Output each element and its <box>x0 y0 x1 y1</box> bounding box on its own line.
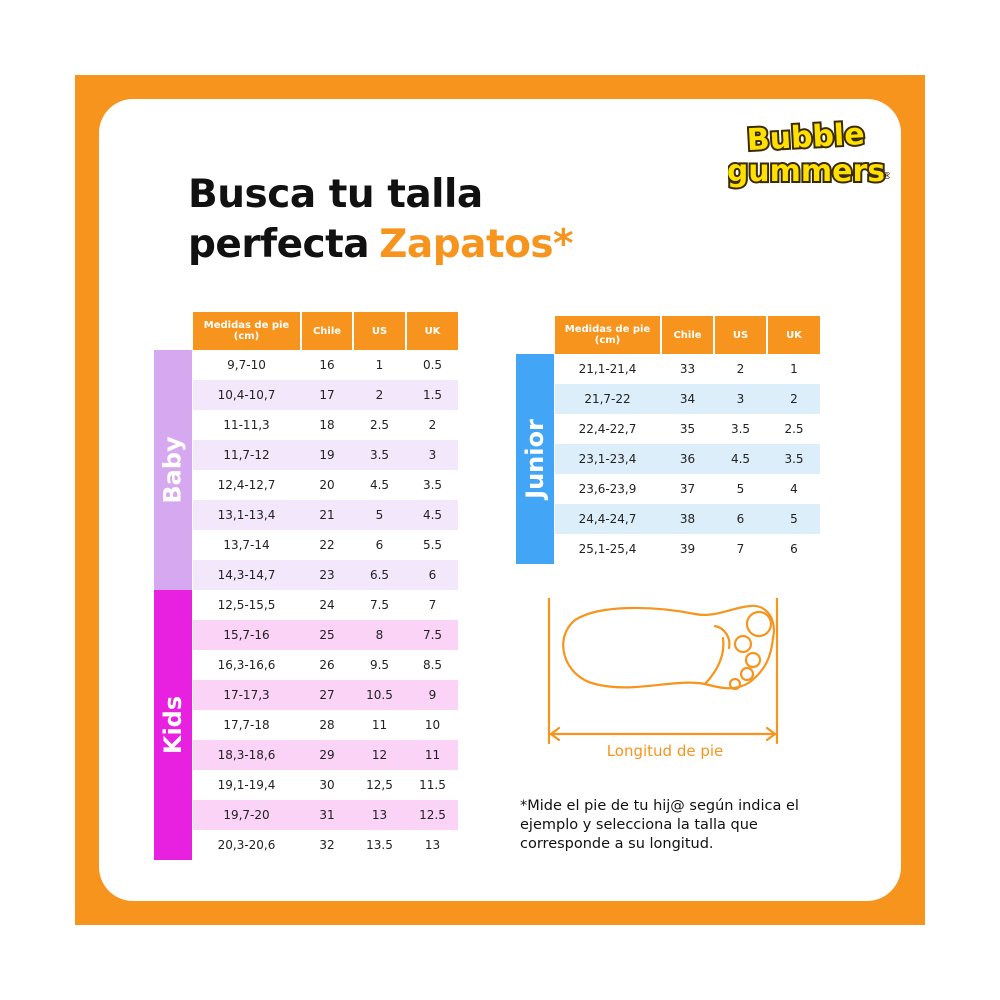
table-cell: 17 <box>319 388 335 402</box>
table-cell: 32 <box>319 838 335 852</box>
table-cell: 5.5 <box>422 538 443 552</box>
column-header: Chile <box>302 312 352 350</box>
table-row <box>193 560 458 590</box>
table-row <box>555 444 820 474</box>
table-cell: 37 <box>679 482 696 496</box>
note-line2: ejemplo y selecciona la talla que <box>520 817 758 833</box>
logo-line1: Bubble <box>745 116 866 159</box>
table-cell: 12,4-12,7 <box>217 478 276 492</box>
table-cell: 35 <box>679 422 696 436</box>
table-cell: 34 <box>679 392 696 406</box>
table-row <box>193 470 458 500</box>
table-row <box>193 800 458 830</box>
kids-band <box>154 590 192 860</box>
kids-band-label: Kids <box>159 695 188 755</box>
table-cell: 20 <box>319 478 335 492</box>
table-row <box>193 620 458 650</box>
table-cell: 28 <box>319 718 335 732</box>
table-cell: 6 <box>790 542 798 556</box>
table-cell: 6 <box>428 568 437 582</box>
table-cell: 3 <box>736 392 745 406</box>
table-cell: 16,3-16,6 <box>217 658 276 672</box>
table-row <box>193 500 458 530</box>
table-row <box>555 384 820 414</box>
table-cell: 9 <box>428 688 437 702</box>
table-cell: 4.5 <box>730 452 751 466</box>
title-line2 <box>188 222 573 267</box>
table-row <box>193 590 458 620</box>
table-cell: 21,7-22 <box>584 392 631 406</box>
registered-mark: ® <box>882 171 890 182</box>
table-cell: 10,4-10,7 <box>217 388 276 402</box>
table-cell: 17,7-18 <box>223 718 270 732</box>
table-row <box>193 770 458 800</box>
table-cell: 12,5-15,5 <box>217 598 276 612</box>
logo-line2: gummers <box>728 154 886 189</box>
column-header: Medidas de pie (cm) <box>193 312 300 350</box>
table-row <box>193 710 458 740</box>
table-cell: 5 <box>790 512 798 526</box>
table-cell: 19,7-20 <box>223 808 270 822</box>
table-cell: 19 <box>319 448 335 462</box>
table-cell: 23,6-23,9 <box>578 482 637 496</box>
table-cell: 23,1-23,4 <box>578 452 637 466</box>
table-cell: 31 <box>319 808 335 822</box>
table-cell: 11-11,3 <box>223 418 270 432</box>
table-cell: 30 <box>319 778 335 792</box>
table-cell: 25 <box>319 628 335 642</box>
column-header: Medidas de pie (cm) <box>555 316 660 354</box>
table-row <box>193 440 458 470</box>
table-cell: 2 <box>375 388 384 402</box>
table-cell: 26 <box>319 658 335 672</box>
table-row <box>555 414 820 444</box>
table-cell: 21 <box>319 508 335 522</box>
table-cell: 23 <box>319 568 335 582</box>
title-line1: Busca tu talla <box>188 172 483 217</box>
table-cell: 7.5 <box>422 628 443 642</box>
table-cell: 6 <box>736 512 745 526</box>
table-cell: 8 <box>375 628 384 642</box>
column-header: US <box>715 316 766 354</box>
table-cell: 3.5 <box>369 448 390 462</box>
table-cell: 22 <box>319 538 335 552</box>
table-cell: 13,7-14 <box>223 538 270 552</box>
table-row <box>193 740 458 770</box>
table-cell: 3.5 <box>422 478 443 492</box>
baby-band <box>154 350 192 590</box>
table-cell: 6 <box>375 538 384 552</box>
table-row <box>555 504 820 534</box>
table-cell: 3 <box>428 448 437 462</box>
table-row <box>193 530 458 560</box>
table-cell: 11 <box>424 748 441 762</box>
table-row <box>193 410 458 440</box>
table-cell: 13 <box>424 838 441 852</box>
table-cell: 2.5 <box>784 422 804 436</box>
measuring-note <box>520 797 850 854</box>
table-cell: 13 <box>371 808 388 822</box>
foot-length-label: Longitud de pie <box>606 742 724 760</box>
table-cell: 29 <box>319 748 335 762</box>
table-cell: 2.5 <box>369 418 390 432</box>
column-header: UK <box>768 316 820 354</box>
table-cell: 5 <box>375 508 384 522</box>
table-cell: 39 <box>679 542 696 556</box>
table-cell: 13.5 <box>366 838 393 852</box>
column-header: Chile <box>662 316 713 354</box>
table-cell: 24 <box>319 598 335 612</box>
table-row <box>193 680 458 710</box>
table-cell: 0.5 <box>422 358 443 372</box>
junior-band-label: Junior <box>521 419 549 499</box>
table-cell: 14,3-14,7 <box>217 568 276 582</box>
table-row <box>555 474 820 504</box>
table-cell: 9,7-10 <box>227 358 266 372</box>
table-row <box>555 534 820 564</box>
table-row <box>193 650 458 680</box>
table-cell: 13,1-13,4 <box>217 508 276 522</box>
title-line2-text: perfecta <box>188 222 370 267</box>
table-cell: 18 <box>319 418 335 432</box>
table-cell: 3.5 <box>730 422 751 436</box>
table-cell: 2 <box>736 362 745 376</box>
table-cell: 11,7-12 <box>223 448 270 462</box>
table-cell: 6.5 <box>369 568 390 582</box>
table-cell: 12 <box>371 748 388 762</box>
baby-band-label: Baby <box>159 436 187 504</box>
table-cell: 17-17,3 <box>223 688 270 702</box>
table-cell: 15,7-16 <box>223 628 270 642</box>
table-cell: 1 <box>790 362 798 376</box>
table-cell: 21,1-21,4 <box>578 362 637 376</box>
table-cell: 5 <box>736 482 745 496</box>
junior-band <box>516 354 554 564</box>
table-row <box>555 354 820 384</box>
table-cell: 1 <box>375 358 384 372</box>
column-header: UK <box>407 312 458 350</box>
table-cell: 33 <box>679 362 696 376</box>
table-cell: 10.5 <box>366 688 393 702</box>
logo-graphic <box>728 113 890 191</box>
table-cell: 18,3-18,6 <box>217 748 276 762</box>
table-row <box>193 830 458 860</box>
table-cell: 19,1-19,4 <box>217 778 276 792</box>
table-cell: 7.5 <box>369 598 390 612</box>
note-line3: corresponde a su longitud. <box>520 836 714 852</box>
table-cell: 25,1-25,4 <box>578 542 637 556</box>
table-cell: 20,3-20,6 <box>217 838 276 852</box>
table-cell: 11 <box>371 718 388 732</box>
note-line1: *Mide el pie de tu hij@ según indica el <box>520 798 799 814</box>
table-cell: 2 <box>790 392 798 406</box>
table-cell: 9.5 <box>369 658 390 672</box>
table-cell: 4 <box>790 482 798 496</box>
title-accent: Zapatos* <box>379 222 573 267</box>
table-cell: 8.5 <box>422 658 443 672</box>
table-cell: 4.5 <box>422 508 443 522</box>
table-cell: 24,4-24,7 <box>578 512 637 526</box>
table-cell: 12,5 <box>366 778 393 792</box>
table-cell: 7 <box>736 542 745 556</box>
table-cell: 3.5 <box>784 452 804 466</box>
table-cell: 12.5 <box>419 808 446 822</box>
bubble-gummers-logo <box>728 113 890 191</box>
table-cell: 16 <box>319 358 335 372</box>
table-row <box>193 350 458 380</box>
table-cell: 22,4-22,7 <box>578 422 637 436</box>
table-cell: 11.5 <box>419 778 446 792</box>
table-cell: 10 <box>424 718 441 732</box>
table-row <box>193 380 458 410</box>
table-cell: 38 <box>679 512 696 526</box>
table-cell: 2 <box>428 418 437 432</box>
table-cell: 1.5 <box>422 388 443 402</box>
table-cell: 4.5 <box>369 478 390 492</box>
table-cell: 36 <box>679 452 696 466</box>
table-cell: 7 <box>428 598 437 612</box>
foot-outline-icon <box>545 598 785 748</box>
column-header: US <box>354 312 405 350</box>
table-cell: 27 <box>319 688 335 702</box>
